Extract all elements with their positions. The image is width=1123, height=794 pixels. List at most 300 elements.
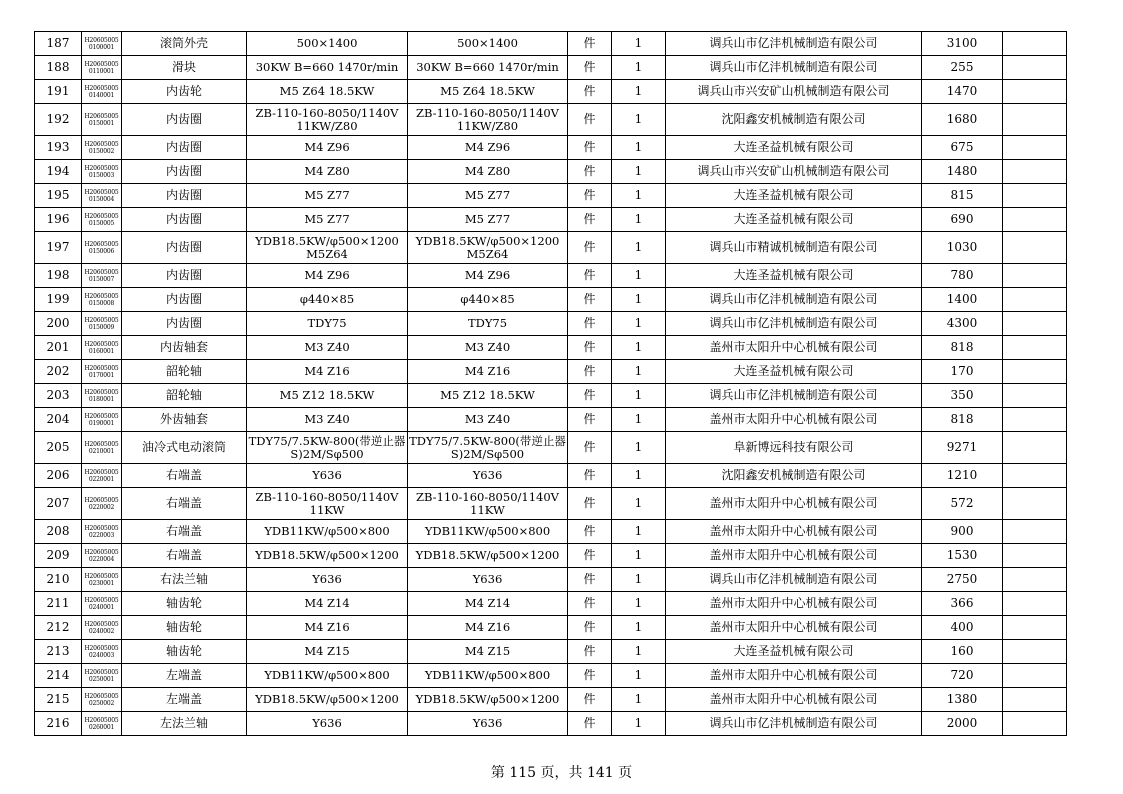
remark-cell	[1003, 712, 1067, 736]
model-cell: M3 Z40	[408, 336, 568, 360]
price-cell: 255	[922, 56, 1003, 80]
supplier-cell: 沈阳鑫安机械制造有限公司	[666, 104, 922, 136]
material-code-cell: H20605005 0260001	[82, 712, 122, 736]
price-cell: 3100	[922, 32, 1003, 56]
material-code-cell: H20605005 0220002	[82, 488, 122, 520]
table-row	[35, 664, 1067, 688]
unit-cell: 件	[568, 664, 612, 688]
quantity-cell: 1	[612, 544, 666, 568]
price-cell: 572	[922, 488, 1003, 520]
part-name-cell: 内齿轮	[122, 80, 247, 104]
remark-cell	[1003, 640, 1067, 664]
remark-cell	[1003, 32, 1067, 56]
table-row	[35, 464, 1067, 488]
material-code-cell: H20605005 0190001	[82, 408, 122, 432]
part-name-cell: 右端盖	[122, 488, 247, 520]
unit-cell: 件	[568, 408, 612, 432]
specification-cell: Y636	[247, 464, 408, 488]
material-code-cell: H20605005 0150002	[82, 136, 122, 160]
quantity-cell: 1	[612, 336, 666, 360]
row-number-cell: 207	[35, 488, 82, 520]
specification-cell: M5 Z64 18.5KW	[247, 80, 408, 104]
unit-cell: 件	[568, 264, 612, 288]
specification-cell: 500×1400	[247, 32, 408, 56]
table-row	[35, 232, 1067, 264]
model-cell: M5 Z77	[408, 184, 568, 208]
model-cell: 30KW B=660 1470r/min	[408, 56, 568, 80]
remark-cell	[1003, 616, 1067, 640]
supplier-cell: 调兵山市亿沣机械制造有限公司	[666, 384, 922, 408]
table-row	[35, 136, 1067, 160]
price-cell: 1400	[922, 288, 1003, 312]
row-number-cell: 205	[35, 432, 82, 464]
table-row	[35, 432, 1067, 464]
material-code-cell: H20605005 0100001	[82, 32, 122, 56]
specification-cell: YDB11KW/φ500×800	[247, 520, 408, 544]
model-cell: YDB11KW/φ500×800	[408, 664, 568, 688]
remark-cell	[1003, 288, 1067, 312]
remark-cell	[1003, 432, 1067, 464]
part-name-cell: 轴齿轮	[122, 592, 247, 616]
row-number-cell: 191	[35, 80, 82, 104]
table-row	[35, 568, 1067, 592]
remark-cell	[1003, 360, 1067, 384]
unit-cell: 件	[568, 312, 612, 336]
unit-cell: 件	[568, 640, 612, 664]
remark-cell	[1003, 464, 1067, 488]
part-name-cell: 右法兰轴	[122, 568, 247, 592]
quantity-cell: 1	[612, 520, 666, 544]
part-name-cell: 轴齿轮	[122, 616, 247, 640]
remark-cell	[1003, 264, 1067, 288]
quantity-cell: 1	[612, 712, 666, 736]
row-number-cell: 203	[35, 384, 82, 408]
part-name-cell: 内齿圈	[122, 208, 247, 232]
specification-cell: M3 Z40	[247, 336, 408, 360]
quantity-cell: 1	[612, 408, 666, 432]
price-cell: 1380	[922, 688, 1003, 712]
specification-cell: M4 Z16	[247, 616, 408, 640]
row-number-cell: 195	[35, 184, 82, 208]
unit-cell: 件	[568, 568, 612, 592]
table-row	[35, 640, 1067, 664]
model-cell: φ440×85	[408, 288, 568, 312]
material-code-cell: H20605005 0160001	[82, 336, 122, 360]
specification-cell: M4 Z96	[247, 264, 408, 288]
quantity-cell: 1	[612, 184, 666, 208]
price-cell: 900	[922, 520, 1003, 544]
unit-cell: 件	[568, 56, 612, 80]
model-cell: M4 Z80	[408, 160, 568, 184]
unit-cell: 件	[568, 592, 612, 616]
remark-cell	[1003, 520, 1067, 544]
material-code-cell: H20605005 0150008	[82, 288, 122, 312]
price-cell: 1030	[922, 232, 1003, 264]
material-code-cell: H20605005 0110001	[82, 56, 122, 80]
part-name-cell: 油冷式电动滚筒	[122, 432, 247, 464]
specification-cell: YDB18.5KW/φ500×1200 M5Z64	[247, 232, 408, 264]
table-row	[35, 32, 1067, 56]
model-cell: M4 Z96	[408, 264, 568, 288]
specification-cell: ZB-110-160-8050/1140V 11KW	[247, 488, 408, 520]
price-cell: 1210	[922, 464, 1003, 488]
row-number-cell: 208	[35, 520, 82, 544]
remark-cell	[1003, 664, 1067, 688]
unit-cell: 件	[568, 32, 612, 56]
remark-cell	[1003, 56, 1067, 80]
unit-cell: 件	[568, 360, 612, 384]
supplier-cell: 调兵山市兴安矿山机械制造有限公司	[666, 80, 922, 104]
row-number-cell: 216	[35, 712, 82, 736]
row-number-cell: 194	[35, 160, 82, 184]
model-cell: YDB18.5KW/φ500×1200	[408, 544, 568, 568]
unit-cell: 件	[568, 688, 612, 712]
supplier-cell: 盖州市太阳升中心机械有限公司	[666, 616, 922, 640]
specification-cell: M4 Z96	[247, 136, 408, 160]
row-number-cell: 211	[35, 592, 82, 616]
part-name-cell: 滚筒外壳	[122, 32, 247, 56]
supplier-cell: 盖州市太阳升中心机械有限公司	[666, 664, 922, 688]
material-code-cell: H20605005 0250002	[82, 688, 122, 712]
supplier-cell: 大连圣益机械有限公司	[666, 640, 922, 664]
table-row	[35, 208, 1067, 232]
page-footer: 第 115 页，共 141 页	[490, 765, 633, 781]
specification-cell: M4 Z14	[247, 592, 408, 616]
specification-cell: TDY75/7.5KW-800(带逆止器S)2M/Sφ500	[247, 432, 408, 464]
model-cell: Y636	[408, 568, 568, 592]
supplier-cell: 大连圣益机械有限公司	[666, 264, 922, 288]
specification-cell: M3 Z40	[247, 408, 408, 432]
specification-cell: φ440×85	[247, 288, 408, 312]
price-cell: 160	[922, 640, 1003, 664]
material-code-cell: H20605005 0150007	[82, 264, 122, 288]
row-number-cell: 206	[35, 464, 82, 488]
remark-cell	[1003, 312, 1067, 336]
specification-cell: M4 Z15	[247, 640, 408, 664]
part-name-cell: 内齿圈	[122, 160, 247, 184]
quantity-cell: 1	[612, 592, 666, 616]
table-row	[35, 264, 1067, 288]
price-cell: 350	[922, 384, 1003, 408]
unit-cell: 件	[568, 464, 612, 488]
supplier-cell: 阜新博远科技有限公司	[666, 432, 922, 464]
remark-cell	[1003, 184, 1067, 208]
model-cell: M4 Z16	[408, 616, 568, 640]
part-name-cell: 内齿轴套	[122, 336, 247, 360]
table-body	[35, 32, 1067, 736]
quantity-cell: 1	[612, 80, 666, 104]
part-name-cell: 内齿圈	[122, 104, 247, 136]
part-name-cell: 韶轮轴	[122, 360, 247, 384]
price-cell: 815	[922, 184, 1003, 208]
row-number-cell: 213	[35, 640, 82, 664]
part-name-cell: 左法兰轴	[122, 712, 247, 736]
table-row	[35, 336, 1067, 360]
part-name-cell: 左端盖	[122, 664, 247, 688]
price-cell: 818	[922, 408, 1003, 432]
material-code-cell: H20605005 0150004	[82, 184, 122, 208]
table-row	[35, 104, 1067, 136]
material-code-cell: H20605005 0150001	[82, 104, 122, 136]
price-cell: 675	[922, 136, 1003, 160]
unit-cell: 件	[568, 184, 612, 208]
quantity-cell: 1	[612, 208, 666, 232]
table-row	[35, 544, 1067, 568]
quantity-cell: 1	[612, 288, 666, 312]
model-cell: ZB-110-160-8050/1140V 11KW/Z80	[408, 104, 568, 136]
row-number-cell: 197	[35, 232, 82, 264]
row-number-cell: 196	[35, 208, 82, 232]
table-row	[35, 184, 1067, 208]
model-cell: YDB18.5KW/φ500×1200	[408, 688, 568, 712]
price-cell: 400	[922, 616, 1003, 640]
model-cell: M5 Z64 18.5KW	[408, 80, 568, 104]
price-cell: 366	[922, 592, 1003, 616]
row-number-cell: 215	[35, 688, 82, 712]
price-cell: 2750	[922, 568, 1003, 592]
remark-cell	[1003, 688, 1067, 712]
table-row	[35, 688, 1067, 712]
quantity-cell: 1	[612, 32, 666, 56]
model-cell: YDB18.5KW/φ500×1200 M5Z64	[408, 232, 568, 264]
part-name-cell: 轴齿轮	[122, 640, 247, 664]
model-cell: Y636	[408, 712, 568, 736]
material-code-cell: H20605005 0220003	[82, 520, 122, 544]
material-code-cell: H20605005 0140001	[82, 80, 122, 104]
row-number-cell: 201	[35, 336, 82, 360]
material-code-cell: H20605005 0150003	[82, 160, 122, 184]
model-cell: M4 Z96	[408, 136, 568, 160]
specification-cell: 30KW B=660 1470r/min	[247, 56, 408, 80]
supplier-cell: 调兵山市亿沣机械制造有限公司	[666, 312, 922, 336]
row-number-cell: 200	[35, 312, 82, 336]
unit-cell: 件	[568, 520, 612, 544]
quantity-cell: 1	[612, 56, 666, 80]
supplier-cell: 调兵山市精诚机械制造有限公司	[666, 232, 922, 264]
row-number-cell: 202	[35, 360, 82, 384]
supplier-cell: 大连圣益机械有限公司	[666, 136, 922, 160]
remark-cell	[1003, 208, 1067, 232]
price-cell: 818	[922, 336, 1003, 360]
supplier-cell: 调兵山市亿沣机械制造有限公司	[666, 32, 922, 56]
quantity-cell: 1	[612, 160, 666, 184]
price-cell: 9271	[922, 432, 1003, 464]
material-code-cell: H20605005 0180001	[82, 384, 122, 408]
price-cell: 690	[922, 208, 1003, 232]
specification-cell: M5 Z12 18.5KW	[247, 384, 408, 408]
remark-cell	[1003, 384, 1067, 408]
unit-cell: 件	[568, 384, 612, 408]
supplier-cell: 调兵山市亿沣机械制造有限公司	[666, 288, 922, 312]
row-number-cell: 188	[35, 56, 82, 80]
part-name-cell: 内齿圈	[122, 288, 247, 312]
supplier-cell: 调兵山市亿沣机械制造有限公司	[666, 56, 922, 80]
row-number-cell: 192	[35, 104, 82, 136]
table-row	[35, 312, 1067, 336]
unit-cell: 件	[568, 80, 612, 104]
row-number-cell: 209	[35, 544, 82, 568]
supplier-cell: 盖州市太阳升中心机械有限公司	[666, 520, 922, 544]
material-code-cell: H20605005 0170001	[82, 360, 122, 384]
specification-cell: M5 Z77	[247, 208, 408, 232]
quantity-cell: 1	[612, 312, 666, 336]
unit-cell: 件	[568, 288, 612, 312]
part-name-cell: 韶轮轴	[122, 384, 247, 408]
supplier-cell: 盖州市太阳升中心机械有限公司	[666, 688, 922, 712]
supplier-cell: 大连圣益机械有限公司	[666, 184, 922, 208]
material-code-cell: H20605005 0250001	[82, 664, 122, 688]
specification-cell: M4 Z80	[247, 160, 408, 184]
price-cell: 170	[922, 360, 1003, 384]
unit-cell: 件	[568, 544, 612, 568]
row-number-cell: 199	[35, 288, 82, 312]
material-code-cell: H20605005 0240003	[82, 640, 122, 664]
quantity-cell: 1	[612, 360, 666, 384]
part-name-cell: 右端盖	[122, 544, 247, 568]
price-cell: 4300	[922, 312, 1003, 336]
supplier-cell: 盖州市太阳升中心机械有限公司	[666, 408, 922, 432]
supplier-cell: 调兵山市亿沣机械制造有限公司	[666, 712, 922, 736]
material-code-cell: H20605005 0220001	[82, 464, 122, 488]
price-cell: 720	[922, 664, 1003, 688]
table-row	[35, 408, 1067, 432]
quantity-cell: 1	[612, 664, 666, 688]
unit-cell: 件	[568, 488, 612, 520]
part-name-cell: 内齿圈	[122, 136, 247, 160]
model-cell: TDY75/7.5KW-800(带逆止器S)2M/Sφ500	[408, 432, 568, 464]
supplier-cell: 盖州市太阳升中心机械有限公司	[666, 592, 922, 616]
table-row	[35, 616, 1067, 640]
specification-cell: YDB18.5KW/φ500×1200	[247, 688, 408, 712]
part-name-cell: 内齿圈	[122, 232, 247, 264]
part-name-cell: 右端盖	[122, 464, 247, 488]
row-number-cell: 193	[35, 136, 82, 160]
table-row	[35, 592, 1067, 616]
quantity-cell: 1	[612, 432, 666, 464]
model-cell: M5 Z77	[408, 208, 568, 232]
unit-cell: 件	[568, 160, 612, 184]
unit-cell: 件	[568, 432, 612, 464]
unit-cell: 件	[568, 136, 612, 160]
unit-cell: 件	[568, 208, 612, 232]
specification-cell: YDB11KW/φ500×800	[247, 664, 408, 688]
price-cell: 1530	[922, 544, 1003, 568]
quantity-cell: 1	[612, 232, 666, 264]
material-code-cell: H20605005 0220004	[82, 544, 122, 568]
row-number-cell: 210	[35, 568, 82, 592]
row-number-cell: 214	[35, 664, 82, 688]
quantity-cell: 1	[612, 640, 666, 664]
specification-cell: Y636	[247, 712, 408, 736]
supplier-cell: 大连圣益机械有限公司	[666, 360, 922, 384]
unit-cell: 件	[568, 232, 612, 264]
part-name-cell: 内齿圈	[122, 264, 247, 288]
material-code-cell: H20605005 0150005	[82, 208, 122, 232]
remark-cell	[1003, 160, 1067, 184]
table-row	[35, 80, 1067, 104]
part-name-cell: 左端盖	[122, 688, 247, 712]
remark-cell	[1003, 408, 1067, 432]
model-cell: M5 Z12 18.5KW	[408, 384, 568, 408]
row-number-cell: 198	[35, 264, 82, 288]
remark-cell	[1003, 592, 1067, 616]
material-code-cell: H20605005 0210001	[82, 432, 122, 464]
quantity-cell: 1	[612, 264, 666, 288]
supplier-cell: 盖州市太阳升中心机械有限公司	[666, 544, 922, 568]
price-cell: 780	[922, 264, 1003, 288]
supplier-cell: 沈阳鑫安机械制造有限公司	[666, 464, 922, 488]
part-name-cell: 滑块	[122, 56, 247, 80]
model-cell: 500×1400	[408, 32, 568, 56]
table-row	[35, 384, 1067, 408]
parts-table	[34, 31, 1067, 736]
price-cell: 1480	[922, 160, 1003, 184]
material-code-cell: H20605005 0240002	[82, 616, 122, 640]
remark-cell	[1003, 568, 1067, 592]
model-cell: M4 Z14	[408, 592, 568, 616]
row-number-cell: 212	[35, 616, 82, 640]
table-row	[35, 288, 1067, 312]
model-cell: M4 Z16	[408, 360, 568, 384]
specification-cell: TDY75	[247, 312, 408, 336]
quantity-cell: 1	[612, 568, 666, 592]
row-number-cell: 187	[35, 32, 82, 56]
quantity-cell: 1	[612, 384, 666, 408]
material-code-cell: H20605005 0230001	[82, 568, 122, 592]
remark-cell	[1003, 104, 1067, 136]
part-name-cell: 右端盖	[122, 520, 247, 544]
remark-cell	[1003, 336, 1067, 360]
material-code-cell: H20605005 0150006	[82, 232, 122, 264]
part-name-cell: 外齿轴套	[122, 408, 247, 432]
unit-cell: 件	[568, 336, 612, 360]
model-cell: YDB11KW/φ500×800	[408, 520, 568, 544]
material-code-cell: H20605005 0240001	[82, 592, 122, 616]
remark-cell	[1003, 488, 1067, 520]
unit-cell: 件	[568, 616, 612, 640]
table-row	[35, 488, 1067, 520]
quantity-cell: 1	[612, 136, 666, 160]
supplier-cell: 盖州市太阳升中心机械有限公司	[666, 488, 922, 520]
supplier-cell: 调兵山市兴安矿山机械制造有限公司	[666, 160, 922, 184]
remark-cell	[1003, 544, 1067, 568]
price-cell: 2000	[922, 712, 1003, 736]
model-cell: M4 Z15	[408, 640, 568, 664]
specification-cell: M4 Z16	[247, 360, 408, 384]
specification-cell: Y636	[247, 568, 408, 592]
specification-cell: M5 Z77	[247, 184, 408, 208]
remark-cell	[1003, 136, 1067, 160]
unit-cell: 件	[568, 712, 612, 736]
material-code-cell: H20605005 0150009	[82, 312, 122, 336]
part-name-cell: 内齿圈	[122, 184, 247, 208]
specification-cell: YDB18.5KW/φ500×1200	[247, 544, 408, 568]
quantity-cell: 1	[612, 688, 666, 712]
quantity-cell: 1	[612, 616, 666, 640]
price-cell: 1680	[922, 104, 1003, 136]
quantity-cell: 1	[612, 464, 666, 488]
price-cell: 1470	[922, 80, 1003, 104]
quantity-cell: 1	[612, 104, 666, 136]
specification-cell: ZB-110-160-8050/1140V 11KW/Z80	[247, 104, 408, 136]
model-cell: Y636	[408, 464, 568, 488]
model-cell: TDY75	[408, 312, 568, 336]
remark-cell	[1003, 80, 1067, 104]
row-number-cell: 204	[35, 408, 82, 432]
part-name-cell: 内齿圈	[122, 312, 247, 336]
remark-cell	[1003, 232, 1067, 264]
supplier-cell: 调兵山市亿沣机械制造有限公司	[666, 568, 922, 592]
